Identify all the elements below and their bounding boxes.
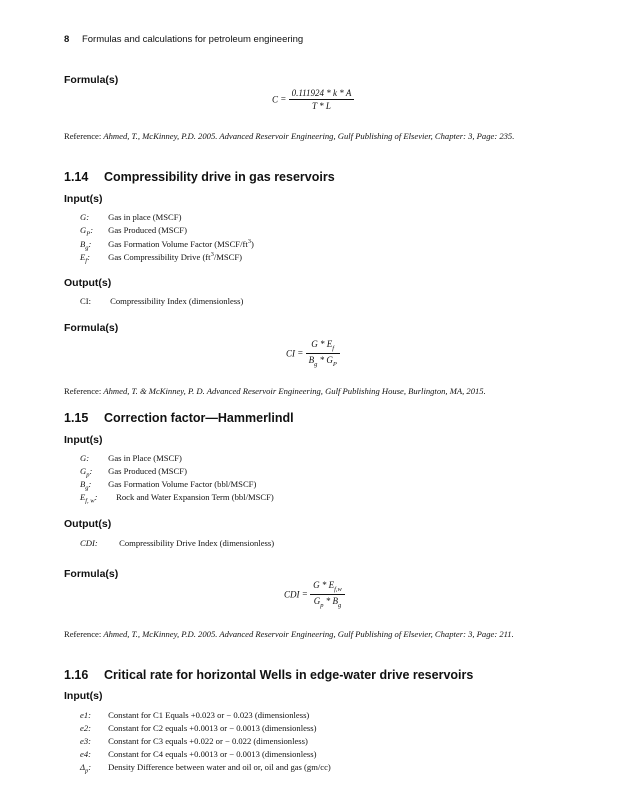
description: Constant for C4 equals +0.0013 or − 0.0013 (dimensionless) xyxy=(108,749,317,759)
inputs-heading: Input(s) xyxy=(64,690,103,702)
formula-heading: Formula(s) xyxy=(64,322,119,334)
numerator: 0.111924 * k * A xyxy=(289,88,355,100)
symbol: e4: xyxy=(80,749,91,759)
section-number: 1.14 xyxy=(64,170,89,184)
denominator: $G_p * B_g$ xyxy=(313,595,342,609)
section-heading xyxy=(64,170,335,184)
formula-lhs: C xyxy=(272,94,279,105)
symbol: G: xyxy=(80,212,90,222)
symbol: $B_g$: xyxy=(80,238,92,252)
inputs-heading: Input(s) xyxy=(64,193,103,205)
outputs-heading: Output(s) xyxy=(64,518,112,530)
symbol: e2: xyxy=(80,723,91,733)
description: Compressibility Drive Index (dimensionless) xyxy=(119,538,275,548)
input-row xyxy=(80,762,331,775)
description: Density Difference between water and oil or, oil and gas (gm/cc) xyxy=(108,762,331,772)
input-row xyxy=(80,710,309,720)
fraction xyxy=(310,580,345,609)
description: Gas Produced (MSCF) xyxy=(108,225,187,235)
book-title: Formulas and calculations for petroleum engineering xyxy=(81,34,304,45)
reference-text: Ahmed, T., McKinney, P.D. 2005. Advanced Reservoir Engineering, Gulf Publishing of Elsevier, Chapter: 3, Page: 211. xyxy=(103,629,514,639)
input-row xyxy=(80,749,316,759)
symbol: $E_{f, w}$: xyxy=(80,492,98,505)
description: Compressibility Index (dimensionless) xyxy=(110,296,244,306)
reference-label: Reference: xyxy=(64,386,102,396)
input-row xyxy=(80,251,242,265)
section-title: Correction factor—Hammerlindl xyxy=(104,411,294,425)
section-title: Compressibility drive in gas reservoirs xyxy=(104,170,335,184)
reference xyxy=(64,628,564,640)
page-number: 8 xyxy=(64,34,70,45)
denominator: $B_g * G_P$ xyxy=(308,354,337,368)
symbol: e1: xyxy=(80,710,91,720)
inputs-heading: Input(s) xyxy=(64,434,103,446)
description: Constant for C1 Equals +0.023 or − 0.023 (dimensionless) xyxy=(108,710,310,720)
formula-lhs: CI xyxy=(286,348,295,359)
section-heading xyxy=(64,668,473,682)
outputs-heading: Output(s) xyxy=(64,277,112,289)
formula-lhs: CDI xyxy=(284,589,300,600)
input-row xyxy=(80,492,274,505)
symbol: $G_p$: xyxy=(80,466,93,479)
output-row xyxy=(80,538,274,548)
reference xyxy=(64,385,564,397)
reference-label: Reference: xyxy=(64,131,102,141)
section-heading xyxy=(64,411,294,425)
description: Constant for C2 equals +0.0013 or − 0.0013 (dimensionless) xyxy=(108,723,317,733)
description: Gas Formation Volume Factor (bbl/MSCF) xyxy=(108,479,257,489)
denominator: T * L xyxy=(312,101,331,111)
output-row xyxy=(80,296,243,306)
symbol: $B_g$: xyxy=(80,479,92,492)
input-row xyxy=(80,453,182,463)
input-row xyxy=(80,479,256,492)
reference xyxy=(64,130,564,142)
section-number: 1.15 xyxy=(64,411,89,425)
symbol: $E_f$: xyxy=(80,251,90,265)
fraction xyxy=(289,88,355,111)
input-row xyxy=(80,238,254,252)
symbol: $G_P$: xyxy=(80,225,94,238)
input-row xyxy=(80,225,187,238)
symbol: $\Delta_p$: xyxy=(80,762,92,775)
numerator: G * $E_f$ xyxy=(306,339,340,354)
numerator: G * $E_{f,w}$ xyxy=(310,580,345,595)
input-row xyxy=(80,466,187,479)
formula-ci: CI = $\frac{G * E_f}{B_g * G_P}$ xyxy=(286,339,340,368)
input-row xyxy=(80,212,181,222)
reference-text: Ahmed, T. & McKinney, P. D. Advanced Reservoir Engineering, Gulf Publishing House, Burlington, MA, 2015. xyxy=(103,386,486,396)
input-row xyxy=(80,736,308,746)
description: Gas in Place (MSCF) xyxy=(108,453,182,463)
symbol: CDI: xyxy=(80,538,98,548)
description: Rock and Water Expansion Term (bbl/MSCF) xyxy=(116,492,274,502)
description: Gas Formation Volume Factor $(MSCF/ft^3)$ xyxy=(108,238,254,249)
symbol: e3: xyxy=(80,736,91,746)
description: Gas Produced (MSCF) xyxy=(108,466,187,476)
running-header xyxy=(64,34,303,45)
reference-label: Reference: xyxy=(64,629,102,639)
symbol: G: xyxy=(80,453,90,463)
section-number: 1.16 xyxy=(64,668,89,682)
symbol: CI: xyxy=(80,296,91,306)
section-title: Critical rate for horizontal Wells in edge-water drive reservoirs xyxy=(104,668,474,682)
description: Gas Compressibility Drive $(ft^3/MSCF)$ xyxy=(108,251,242,262)
reference-text: Ahmed, T., McKinney, P.D. 2005. Advanced Reservoir Engineering, Gulf Publishing of Elsevier, Chapter: 3, Page: 235. xyxy=(103,131,515,141)
formula-c: C = $\frac{0.111924 * k * A}{T * L}$ xyxy=(272,88,354,111)
description: Constant for C3 equals +0.022 or − 0.022 (dimensionless) xyxy=(108,736,308,746)
fraction xyxy=(306,339,340,368)
formula-heading: Formula(s) xyxy=(64,74,119,86)
input-row xyxy=(80,723,316,733)
formula-cdi: CDI = $\frac{G * E_{f,w}}{G_p * B_g}$ xyxy=(284,580,345,609)
formula-heading: Formula(s) xyxy=(64,568,119,580)
description: Gas in place (MSCF) xyxy=(108,212,182,222)
